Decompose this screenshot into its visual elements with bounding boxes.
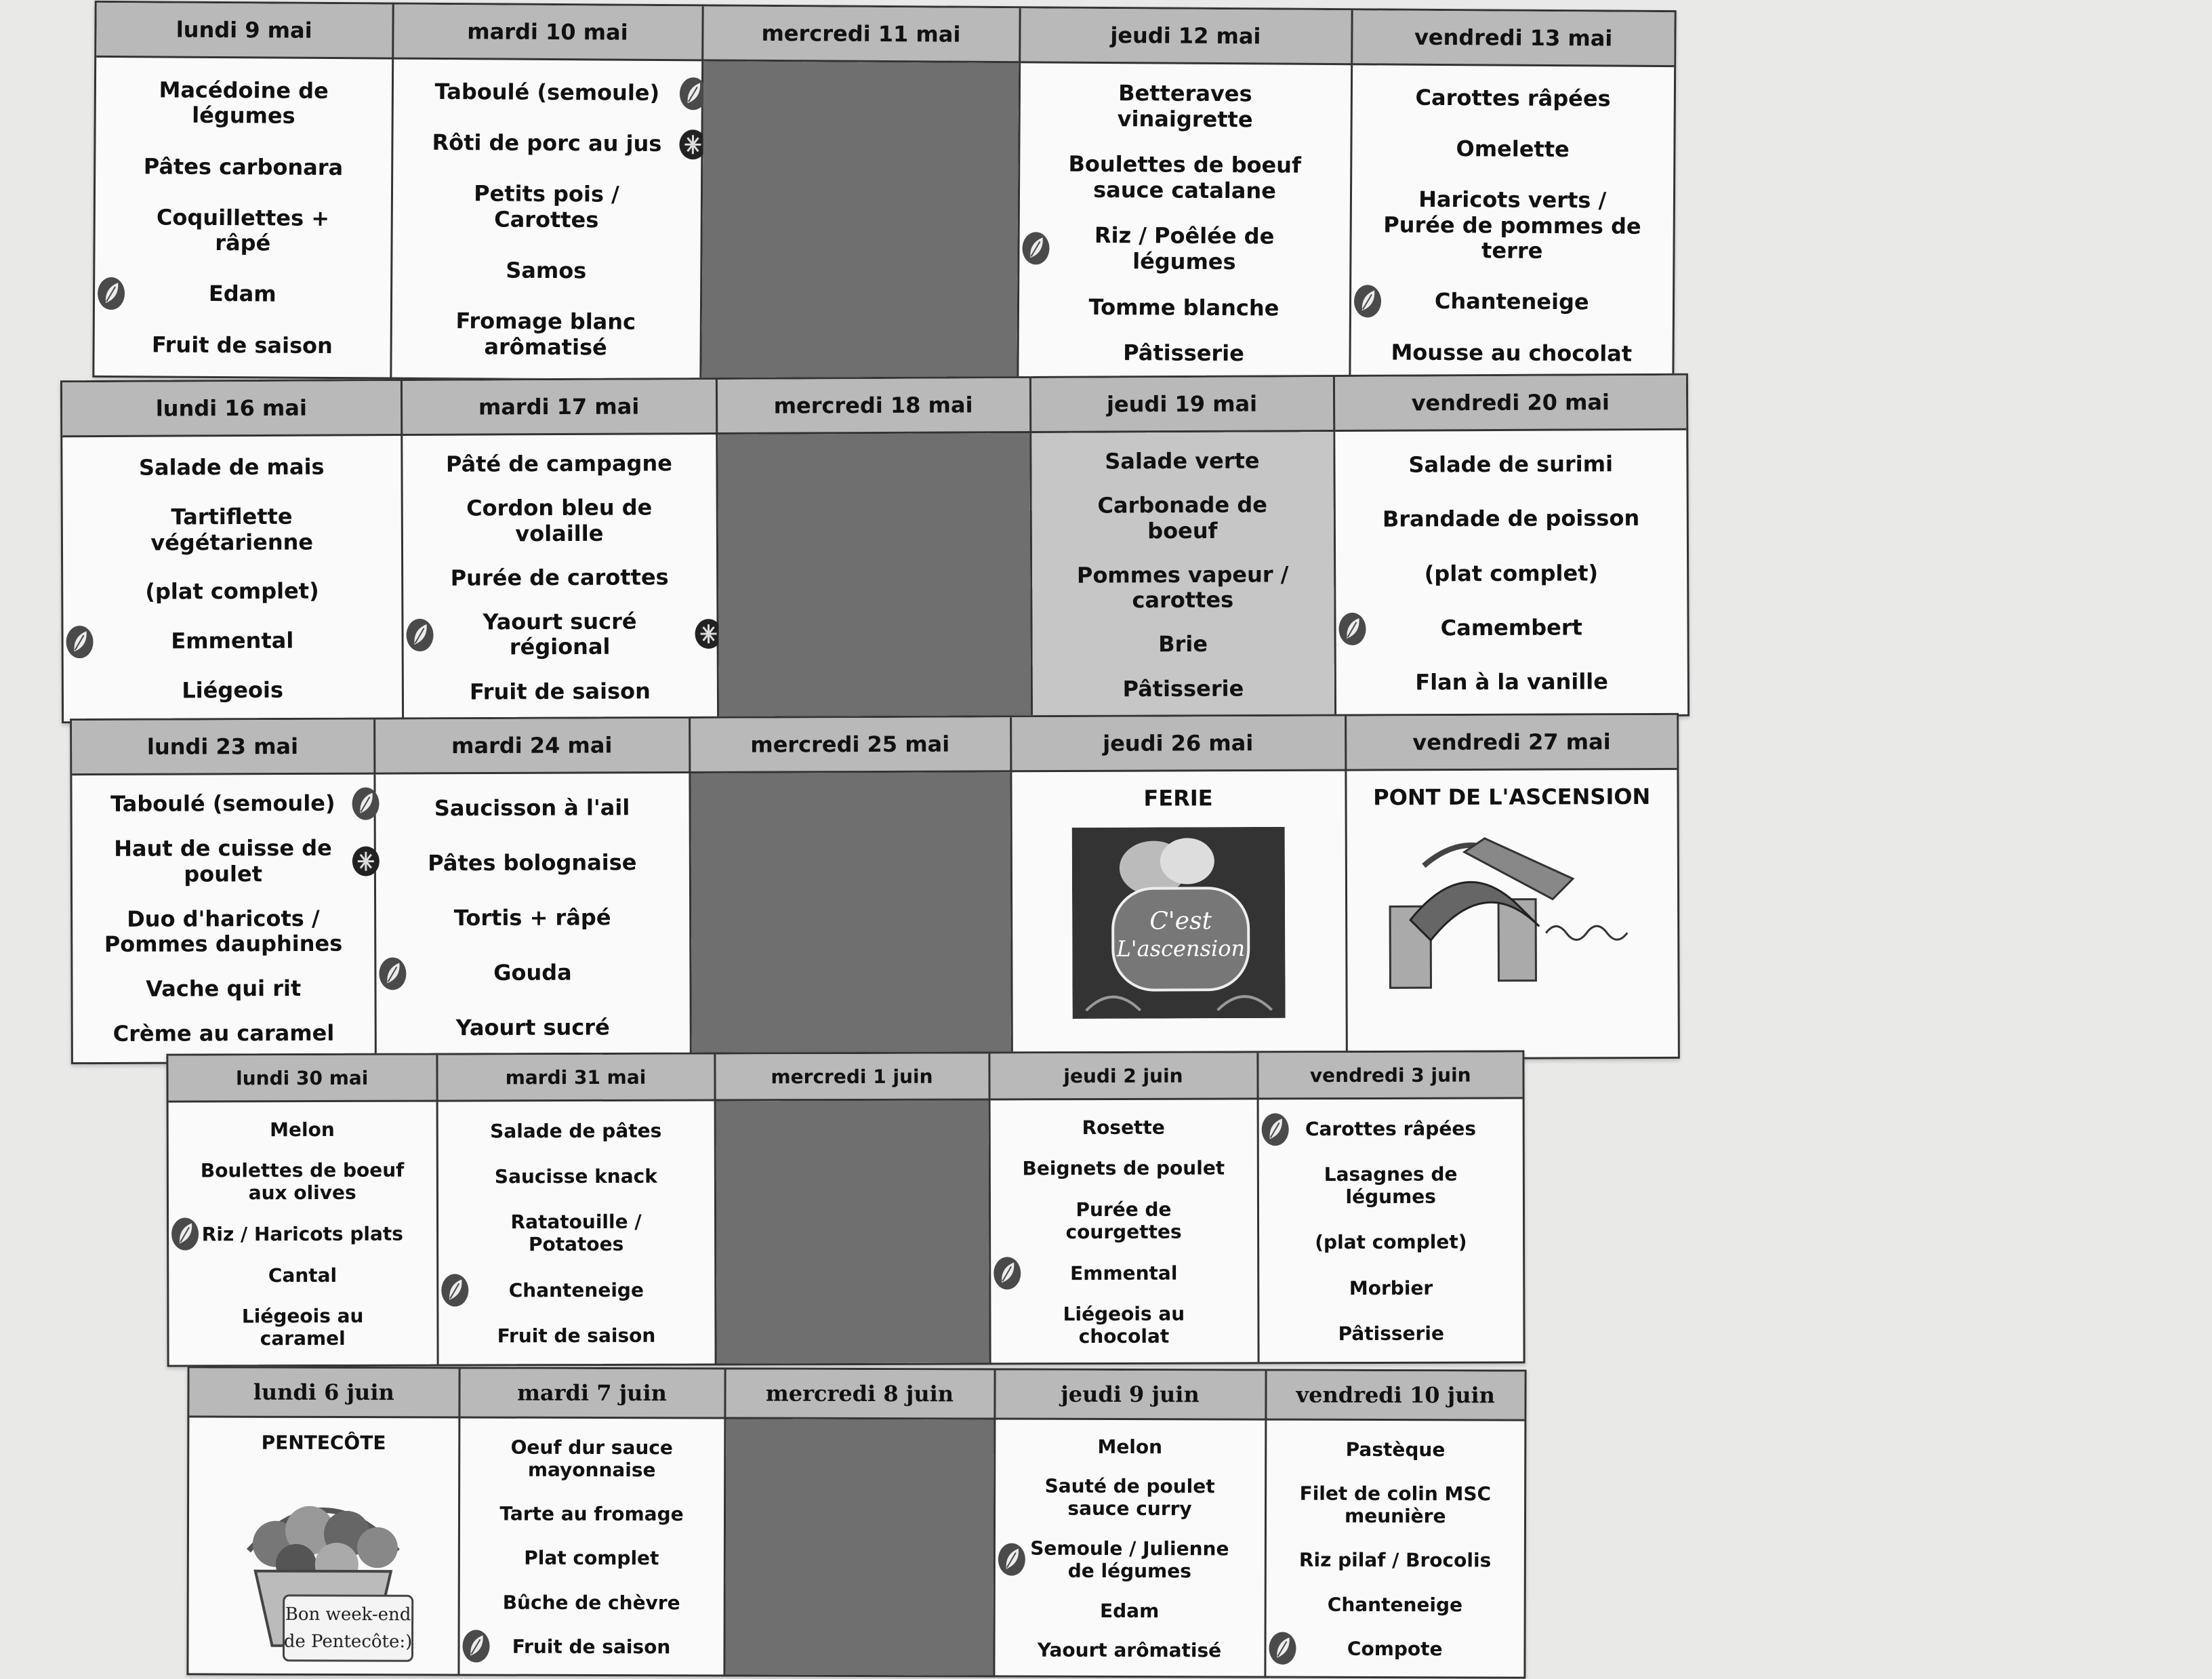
menu-item-text: Taboulé (semoule) <box>110 790 335 817</box>
week-strip-5 <box>186 1366 1526 1678</box>
menu-item <box>1275 1593 1515 1616</box>
day-closed <box>700 60 1019 381</box>
leaf-icon <box>377 956 407 991</box>
menu-item-text: Rôti de porc au jus <box>432 129 662 157</box>
menu-item <box>178 1223 427 1246</box>
day-header: mardi 17 mai <box>401 380 716 435</box>
leaf-icon <box>1337 611 1367 646</box>
day-header: mercredi 8 juin <box>724 1369 994 1419</box>
menu-item <box>1029 151 1340 204</box>
week-strip-3 <box>70 713 1680 1064</box>
day-header: jeudi 12 mai <box>1019 8 1351 64</box>
menu-item-text: Haut de cuisse de poulet <box>114 834 332 887</box>
menu-item <box>386 1015 680 1041</box>
day-header: jeudi 26 mai <box>1010 716 1345 771</box>
menu-item-text: Omelette <box>1456 135 1570 162</box>
menu-item-text: Riz / Poêlée de légumes <box>1094 222 1275 275</box>
menu-item-text: Purée de courgettes <box>1065 1198 1182 1244</box>
week-strip-4 <box>166 1050 1525 1367</box>
menu-item-text: Fruit de saison <box>469 677 651 705</box>
day-menu <box>390 58 702 379</box>
menu-item-text: Pâtisserie <box>1338 1322 1444 1345</box>
menu-item <box>1000 1261 1248 1284</box>
day-header: lundi 30 mai <box>168 1055 436 1102</box>
menu-item-text: Semoule / Julienne de légumes <box>1030 1537 1229 1583</box>
day-header: vendredi 20 mai <box>1334 376 1686 431</box>
menu-item-text: Boulettes de boeuf sauce catalane <box>1068 150 1302 204</box>
menu-item-text: Yaourt arômatisé <box>1037 1638 1222 1662</box>
menu-item <box>1041 492 1324 544</box>
menu-item-text: Liégeois <box>182 676 284 704</box>
menu-item <box>82 836 365 888</box>
menu-item <box>448 1324 705 1347</box>
day-header: lundi 16 mai <box>62 381 401 437</box>
day-closed <box>724 1418 994 1676</box>
menu-item <box>1000 1157 1247 1180</box>
day-header: mercredi 25 mai <box>689 717 1010 772</box>
menu-item <box>1268 1163 1513 1209</box>
menu-item-text: Crème au caramel <box>112 1019 335 1047</box>
menu-item-text: Brie <box>1158 631 1208 658</box>
menu-item-text: Saucisson à l'ail <box>434 794 630 821</box>
menu-item-text: Oeuf dur sauce mayonnaise <box>510 1436 673 1482</box>
menu-item <box>386 905 680 931</box>
menu-table <box>168 1052 1523 1364</box>
day-menu <box>1349 64 1674 385</box>
menu-item-text: Tomme blanche <box>1088 294 1279 321</box>
menu-item-text: Petits pois / Carottes <box>474 180 619 233</box>
menu-item <box>1029 80 1340 133</box>
menu-item-text: Emmental <box>1070 1261 1178 1284</box>
menu-item <box>1042 676 1324 703</box>
menu-item-text: Melon <box>1097 1435 1163 1458</box>
day-closed <box>715 1099 990 1364</box>
leaf-icon <box>996 1542 1026 1577</box>
menu-item-text: Tartiflette végétarienne <box>150 503 314 556</box>
menu-item <box>73 504 392 557</box>
flower-basket-image <box>222 1463 426 1667</box>
menu-item <box>413 609 707 661</box>
day-header: mardi 7 juin <box>459 1369 724 1418</box>
menu-item <box>104 332 381 359</box>
menu-item <box>1042 562 1324 614</box>
menu-item <box>1269 1231 1514 1254</box>
menu-item <box>73 579 392 606</box>
menu-item <box>401 308 690 361</box>
holiday-cell <box>188 1417 459 1674</box>
holiday-label: PENTECÔTE <box>261 1431 386 1455</box>
menu-item <box>1345 560 1678 587</box>
menu-item-text: Pâté de campagne <box>445 449 672 477</box>
menu-item <box>1042 632 1324 659</box>
menu-item-text: Flan à la vanille <box>1415 668 1609 695</box>
day-menu <box>1258 1098 1523 1362</box>
menu-table <box>94 3 1674 385</box>
menu-item <box>73 628 392 655</box>
menu-item <box>402 181 691 234</box>
menu-item <box>448 1211 705 1256</box>
menu-item <box>469 1635 714 1658</box>
menu-item-text: Ratatouille / Potatoes <box>510 1211 642 1256</box>
menu-item <box>104 281 381 308</box>
menu-item-text: Pâtisserie <box>1123 340 1245 367</box>
menu-item-text: Sauté de poulet sauce curry <box>1044 1475 1215 1520</box>
day-menu <box>1265 1419 1524 1676</box>
menu-item-text: Samos <box>506 257 587 284</box>
menu-item-text: Edam <box>1099 1599 1160 1622</box>
menu-item <box>1345 669 1678 696</box>
menu-table <box>188 1368 1524 1676</box>
menu-item <box>178 1159 427 1205</box>
menu-item-text: Gouda <box>493 959 572 986</box>
svg-text:L'ascension: L'ascension <box>1116 935 1246 962</box>
menu-item <box>385 850 679 876</box>
menu-item <box>1269 1276 1514 1299</box>
menu-item-text: Haricots verts / Purée de pommes de terre <box>1383 186 1641 264</box>
menu-item-text: Pâtes carbonara <box>143 153 344 180</box>
menu-item-text: Coquillettes + râpé <box>156 204 330 256</box>
menu-item-text: Lasagnes de légumes <box>1324 1162 1458 1209</box>
menu-item-text: Rosette <box>1082 1116 1165 1139</box>
day-menu <box>94 56 392 377</box>
menu-item-text: Pastèque <box>1345 1438 1446 1461</box>
menu-item <box>72 455 391 482</box>
menu-item <box>412 495 706 547</box>
leaf-icon <box>992 1255 1022 1291</box>
menu-item-text: Yaourt sucré régional <box>483 608 637 660</box>
menu-item-text: Compote <box>1347 1637 1443 1661</box>
day-header: mardi 10 mai <box>392 5 702 60</box>
day-header: mercredi 1 juin <box>714 1053 989 1100</box>
menu-item-text: Salade verte <box>1105 447 1260 474</box>
holiday-cell <box>1345 769 1677 1057</box>
menu-item-text: Salade de pâtes <box>490 1119 662 1143</box>
menu-item-text: Riz pilaf / Brocolis <box>1298 1549 1492 1572</box>
menu-item <box>1029 223 1340 276</box>
menu-item <box>403 79 691 106</box>
leaf-icon <box>440 1273 470 1308</box>
day-header: lundi 9 mai <box>96 3 392 58</box>
menu-item-text: Chanteneige <box>508 1278 644 1301</box>
menu-item <box>1041 448 1324 475</box>
menu-item-text: Beignets de poulet <box>1022 1156 1225 1180</box>
menu-item <box>413 565 707 592</box>
menu-item-text: Duo d'haricots / Pommes dauphines <box>104 905 343 958</box>
menu-item-text: Chanteneige <box>1434 288 1589 315</box>
menu-item <box>73 677 392 704</box>
leaf-icon <box>1267 1631 1297 1666</box>
menu-item-text: Liégeois au caramel <box>241 1304 364 1350</box>
menu-item <box>1004 1537 1254 1583</box>
leaf-icon <box>461 1629 491 1664</box>
menu-item <box>413 679 707 706</box>
menu-item-text: Emmental <box>171 627 294 654</box>
menu-item-text: Brandade de poisson <box>1382 505 1640 533</box>
menu-item-text: Betteraves vinaigrette <box>1117 79 1253 132</box>
menu-item <box>469 1547 714 1570</box>
day-menu <box>989 1099 1258 1363</box>
leaf-icon <box>1021 230 1050 266</box>
menu-item <box>1028 340 1339 368</box>
menu-item <box>1004 1599 1254 1622</box>
day-header: jeudi 9 juin <box>994 1371 1265 1420</box>
menu-item <box>402 257 691 284</box>
holiday-label: FERIE <box>1143 785 1213 811</box>
menu-item-text: (plat complet) <box>1424 559 1599 587</box>
ascension-sign-image <box>1072 827 1286 1019</box>
menu-item-text: Carottes râpées <box>1415 84 1611 112</box>
menu-item-text: Camembert <box>1440 614 1582 641</box>
menu-item-text: Taboulé (semoule) <box>434 78 660 106</box>
menu-item-text: Melon <box>270 1118 335 1141</box>
day-header: vendredi 27 mai <box>1345 715 1677 770</box>
menu-item-text: Filet de colin MSC meunière <box>1299 1482 1492 1528</box>
day-closed <box>689 771 1011 1060</box>
holiday-cell <box>1010 770 1346 1059</box>
menu-item <box>448 1278 705 1301</box>
menu-item <box>1000 1198 1247 1243</box>
menu-item <box>1275 1482 1515 1528</box>
menu-item-text: Pâtisserie <box>1122 675 1244 702</box>
day-header: lundi 6 juin <box>189 1368 459 1417</box>
menu-item <box>81 791 364 817</box>
menu-item-text: Vache qui rit <box>146 975 302 1002</box>
menu-item-text: (plat complet) <box>145 578 319 605</box>
menu-item <box>1000 1303 1248 1348</box>
day-header: vendredi 3 juin <box>1257 1052 1522 1099</box>
menu-item-text: Pommes vapeur / carottes <box>1076 561 1289 613</box>
menu-item-text: Yaourt sucré <box>455 1013 610 1040</box>
menu-item <box>1360 340 1663 367</box>
menu-item <box>1361 85 1664 112</box>
menu-item <box>1005 1475 1255 1520</box>
menu-item <box>104 205 381 258</box>
menu-item <box>470 1436 714 1482</box>
menu-item-text: Purée de carottes <box>450 563 669 591</box>
day-header: mardi 31 mai <box>436 1055 714 1101</box>
menu-item <box>469 1591 714 1614</box>
day-menu <box>994 1419 1265 1676</box>
leaf-icon <box>1260 1112 1290 1147</box>
day-menu <box>1030 431 1335 717</box>
day-header: mercredi 11 mai <box>702 6 1019 62</box>
svg-text:C'est: C'est <box>1149 907 1212 935</box>
menu-item-text: Bûche de chèvre <box>502 1591 680 1614</box>
menu-item <box>1345 506 1677 533</box>
menu-item <box>1345 615 1678 642</box>
menu-item <box>1000 1116 1247 1139</box>
menu-item-text: Saucisse knack <box>494 1165 657 1188</box>
menu-table <box>62 376 1687 721</box>
menu-item-text: Chanteneige <box>1327 1593 1463 1617</box>
day-closed <box>716 432 1031 719</box>
menu-item-text: Fromage blanc arômatisé <box>455 307 636 361</box>
day-header: vendredi 13 mai <box>1351 10 1674 66</box>
menu-item-text: Carbonade de boeuf <box>1097 491 1268 544</box>
menu-item <box>1345 451 1677 479</box>
menu-item-text: Macédoine de légumes <box>159 77 329 129</box>
greeting-line-1: Bon week-end <box>285 1604 411 1625</box>
day-menu <box>169 1101 438 1365</box>
greeting-line-2: de Pentecôte:) <box>283 1631 413 1653</box>
menu-item-text: Tortis + râpé <box>453 904 611 931</box>
menu-item-text: Cantal <box>268 1263 337 1287</box>
menu-item-text: Fruit de saison <box>497 1324 656 1348</box>
menu-item <box>1361 186 1664 265</box>
menu-table <box>72 715 1678 1062</box>
menu-item <box>178 1305 427 1350</box>
menu-item <box>469 1503 714 1526</box>
menu-item <box>105 153 382 180</box>
menu-item-text: Pâtes bolognaise <box>428 849 637 876</box>
day-header: vendredi 10 juin <box>1265 1371 1524 1420</box>
menu-item <box>1275 1637 1515 1660</box>
day-menu <box>374 772 690 1061</box>
menu-item <box>82 976 365 1003</box>
day-menu <box>437 1100 716 1364</box>
menu-item <box>1360 289 1663 316</box>
menu-item-text: Carottes râpées <box>1305 1117 1477 1141</box>
day-header: jeudi 19 mai <box>1030 377 1334 432</box>
menu-item <box>178 1118 427 1141</box>
day-menu <box>401 434 718 721</box>
menu-item <box>1276 1438 1515 1461</box>
menu-item <box>385 795 679 822</box>
menu-item-text: Plat complet <box>524 1547 659 1570</box>
menu-item <box>1269 1322 1514 1345</box>
menu-item-text: Fruit de saison <box>151 331 333 359</box>
menu-item <box>447 1120 704 1143</box>
leaf-icon <box>170 1217 200 1252</box>
menu-item-text: Tarte au fromage <box>499 1502 684 1526</box>
menu-item-text: Boulettes de boeuf aux olives <box>200 1159 405 1205</box>
menu-item <box>403 129 691 157</box>
menu-item-text: Riz / Haricots plats <box>201 1222 403 1246</box>
menu-item <box>1005 1435 1255 1458</box>
menu-item-text: Mousse au chocolat <box>1391 339 1633 367</box>
day-header: jeudi 2 juin <box>989 1053 1257 1099</box>
day-header: lundi 23 mai <box>72 720 374 775</box>
day-menu <box>458 1417 724 1675</box>
menu-item <box>1361 136 1664 163</box>
menu-item-text: Morbier <box>1349 1276 1433 1299</box>
menu-item <box>386 960 680 986</box>
day-header: mercredi 18 mai <box>716 378 1030 434</box>
menu-item-text: Edam <box>208 281 276 307</box>
menu-item <box>178 1263 427 1287</box>
menu-item <box>106 77 382 130</box>
holiday-label: PONT DE L'ASCENSION <box>1373 784 1651 811</box>
week-strip-1 <box>92 1 1676 387</box>
day-menu <box>62 435 403 722</box>
menu-item-text: Cordon bleu de volaille <box>466 494 653 546</box>
menu-item-text: Liégeois au chocolat <box>1063 1302 1185 1348</box>
leaf-icon <box>96 276 126 311</box>
menu-item <box>1004 1639 1254 1662</box>
day-header: mardi 24 mai <box>374 719 689 773</box>
week-strip-2 <box>60 373 1689 723</box>
day-menu <box>1017 62 1351 383</box>
bridge-image <box>1383 824 1641 994</box>
menu-item <box>1268 1117 1513 1140</box>
day-menu <box>72 773 375 1062</box>
leaf-icon <box>405 618 434 653</box>
menu-item <box>1275 1549 1515 1572</box>
leaf-icon <box>1352 284 1382 319</box>
menu-item-text: Salade de mais <box>138 453 325 481</box>
menu-item <box>82 906 365 958</box>
day-menu <box>1334 429 1687 716</box>
menu-item <box>447 1165 704 1188</box>
menu-item <box>83 1021 365 1047</box>
menu-item-text: (plat complet) <box>1315 1231 1467 1254</box>
menu-item-text: Salade de surimi <box>1408 451 1614 478</box>
menu-item-text: Fruit de saison <box>512 1635 671 1659</box>
menu-item <box>412 451 706 478</box>
menu-item <box>1028 294 1339 322</box>
leaf-icon <box>64 624 94 660</box>
